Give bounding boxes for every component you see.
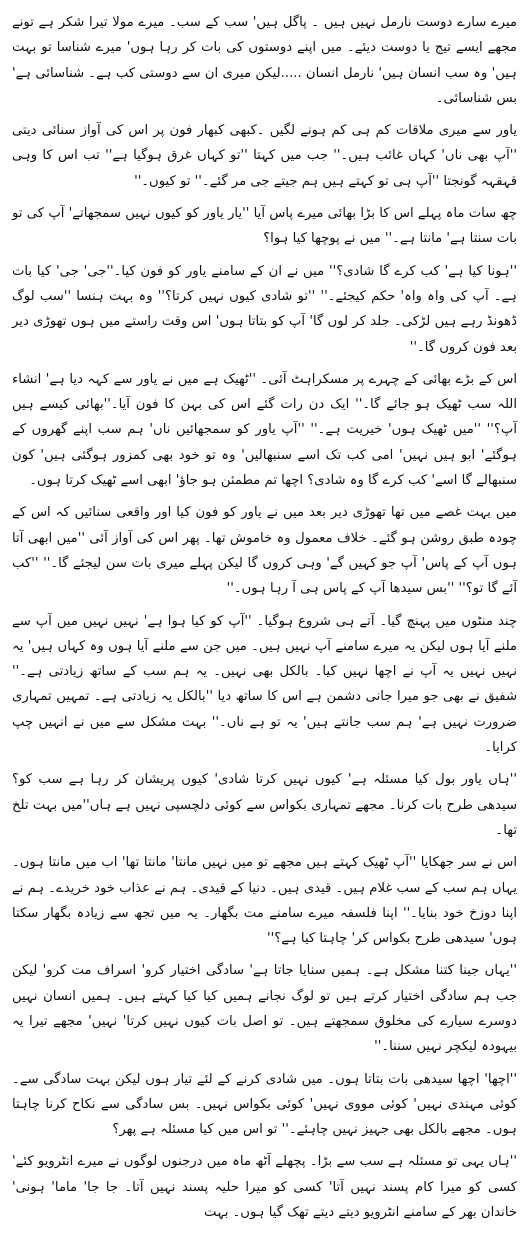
paragraph-gap: [12, 951, 517, 958]
paragraph-gap: [12, 1142, 517, 1149]
paragraph-gap: [12, 760, 517, 767]
paragraph-gap: [12, 843, 517, 850]
paragraph-gap: [12, 111, 517, 118]
paragraph-4: ''ہونا کیا ہے' کب کرے گا شادی؟'' میں نے ان کے سامنے یاور کو فون کیا۔''جی' جی' کیا بات ہے۔ آپ کی واہ واہ' حکم کیجئے۔'' ''تو شادی کیوں نہیں کرتا؟'' وہ بہت ہنسا ''سب لوگ ڈھونڈ رہے ہیں لڑکی۔ جلد کر لوں گا' آپ کو بتاتا ہوں' اس وقت راستے میں ہوں تھوڑی دیر بعد فون کروں گا۔'': [12, 263, 517, 355]
paragraph-5: اس کے بڑے بھائی کے چہرے پر مسکراہٹ آئی۔ ''ٹھیک ہے میں نے یاور سے کہہ دیا ہے' انشاء اللہ سب ٹھیک ہو جائے گا۔'' ایک دن رات گئے اس کی بہن کا فون آیا۔''بھائی کیسے ہیں آپ؟'' ''میں ٹھیک ہوں' خیریت ہے۔'' ''آپ یاور کو سمجھائیں ناں' ہم سب اپنے گھروں کے ہوگئے' ابو ہیں نہیں' امی کب تک اسے سنبھالیں' وہ تو خود بھی کمزور ہوگئی ہیں' کون سنبھالے گا اسے' کب کرے گا وہ شادی؟ اچھا تم مطمئن ہو جاؤ' ابھی اسے ٹھیک کرتا ہوں۔: [12, 371, 517, 489]
paragraph-gap: [12, 1060, 517, 1067]
paragraph-2: یاور سے میری ملاقات کم ہی کم ہونے لگیں ۔کبھی کبھار فون پر اس کی آواز سنائی دیتی ''آپ بھی ناں' کہاں غائب ہیں۔'' جب میں کہتا ''تو کہاں غرق ہوگیا ہے'' تب اس کا وہی قہقہہ گونجتا ''آپ ہی تو کہتے ہیں ہم جیتے جی مر گئے۔'' تو کیوں۔'': [12, 123, 517, 189]
paragraph-1: میرے سارے دوست نارمل نہیں ہیں ۔ پاگل ہیں' سب کے سب۔ میرے مولا تیرا شکر ہے تونے مجھے ایسے تیج یا دوست دیئے۔ میں اپنے دوستوں کی بات کر رہا ہوں' میرے شناسا تو بہت ہیں' وہ سب انسان ہیں' نارمل انسان .....لیکن میری ان سے دوستی کب ہے۔ شناسائی ہے' بس شناسائی۔: [12, 15, 517, 106]
paragraph-gap: [12, 252, 517, 259]
paragraph-3: چھ سات ماہ پہلے اس کا بڑا بھائی میرے پاس آیا ''یار یاور کو کیوں نہیں سمجھاتے' آپ کی تو بات سنتا ہے' مانتا ہے۔'' میں نے پوچھا کیا ہوا؟: [12, 206, 517, 247]
paragraph-gap: [12, 493, 517, 500]
paragraph-11: ''اچھا' اچھا سیدھی بات بتاتا ہوں۔ میں شادی کرنے کے لئے تیار ہوں لیکن بہت سادگی سے۔ کوئی مہندی نہیں' کوئی مووی نہیں' کوئی بکواس نہیں۔ بس سادگی سے نکاح کرنا چاہتا ہوں۔ مجھے بالکل بھی جہیز نہیں چاہئے۔'' تو اس میں کیا مسئلہ ہے پھر؟: [12, 1071, 517, 1138]
paragraph-8: ''ہاں یاور بول کیا مسئلہ ہے' کیوں نہیں کرتا شادی' کیوں پریشان کر رہا ہے سب کو؟ سیدھی طرح بات کرنا۔ مجھے تمہاری بکواس سے کوئی دلچسپی نہیں ہے ہاں''میں بہت تلخ تھا۔: [12, 772, 517, 838]
paragraph-6: میں بہت غصے میں تھا تھوڑی دیر بعد میں نے یاور کو فون کیا اور واقعی سنائیں کہ اس کے چودہ طبق روشن ہو گئے۔ خلاف معمول وہ خاموش تھا۔ پھر اس کی آواز آئی ''میں ابھی آتا ہوں آپ کے پاس' آپ جو کہیں گے' وہی کروں گا لیکن پہلے میری بات سن لیجئے گا۔'' ''کب آئے گا تو؟'' ''بس سیدھا آپ کے پاس ہی آ رہا ہوں۔'': [12, 505, 517, 597]
paragraph-gap: [12, 602, 517, 609]
paragraph-gap: [12, 360, 517, 367]
paragraph-12: ''ہاں یہی تو مسئلہ ہے سب سے بڑا۔ پچھلے آٹھ ماہ میں درجنوں لوگوں نے میرے انٹرویو کئے' کسی کو میرا کام پسند نہیں آتا' کسی کو میرا حلیہ پسند نہیں آتا۔ جا جا' ماما' ہونی' خاندان بھر کے سامنے انٹرویو دیتے دیتے تھک گیا ہوں۔ بہت: [12, 1154, 517, 1221]
paragraph-9: اس نے سر جھکایا ''آپ ٹھیک کہتے ہیں مجھے تو میں نہیں مانتا' مانتا تھا' اب میں مانتا ہوں۔ یہاں ہم سب کے سب غلام ہیں۔ قیدی ہیں۔ دنیا کے قیدی۔ ہم نے عذاب خود خریدے۔ ہم نے اپنا دوزخ خود بنایا۔'' اپنا فلسفہ میرے سامنے مت بگھار۔ یہ میں تجھ سے زیادہ بگھار سکتا ہوں' سیدھی طرح بکواس کر' چاہتا کیا ہے؟'': [12, 855, 517, 947]
paragraph-7: چند منٹوں میں پہنچ گیا۔ آتے ہی شروع ہوگیا۔ ''آپ کو کیا ہوا ہے' نہیں نہیں میں آپ سے ملنے آیا ہوں لیکن یہ میرے سامنے آپ نہیں ہیں۔ میں جن سے ملنے آیا ہوں وہ کہاں ہیں' یہ نہیں نہیں یہ آپ نے اچھا نہیں کیا۔ بالکل بھی نہیں۔ یہ ہم سب کے ساتھ زیادتی ہے۔'' شفیق نے بھی جو میرا جانی دشمن ہے اس کا ساتھ دیا ''بالکل یہ زیادتی ہے۔ تمہیں تمہاری ضرورت نہیں ہے' ہم سب جانتے ہیں' یہ تو ہے ناں۔'' بہت مشکل سے میں نے انہیں چپ کرایا۔: [12, 613, 517, 756]
paragraph-gap: [12, 194, 517, 201]
paragraph-10: ''یہاں جینا کتنا مشکل ہے۔ ہمیں سنایا جاتا ہے' سادگی اختیار کرو' اسراف مت کرو' لیکن جب ہم سادگی اختیار کرتے ہیں تو لوگ نجانے ہمیں کیا کیا کہتے ہیں۔ ہمیں انسان نہیں دوسرے سیارے کی مخلوق سمجھتے ہیں۔ تو اصل بات کیوں نہیں کرتا' نہیں' مجھے تیرا یہ بیہودہ لیکچر نہیں سننا۔'': [12, 963, 517, 1055]
